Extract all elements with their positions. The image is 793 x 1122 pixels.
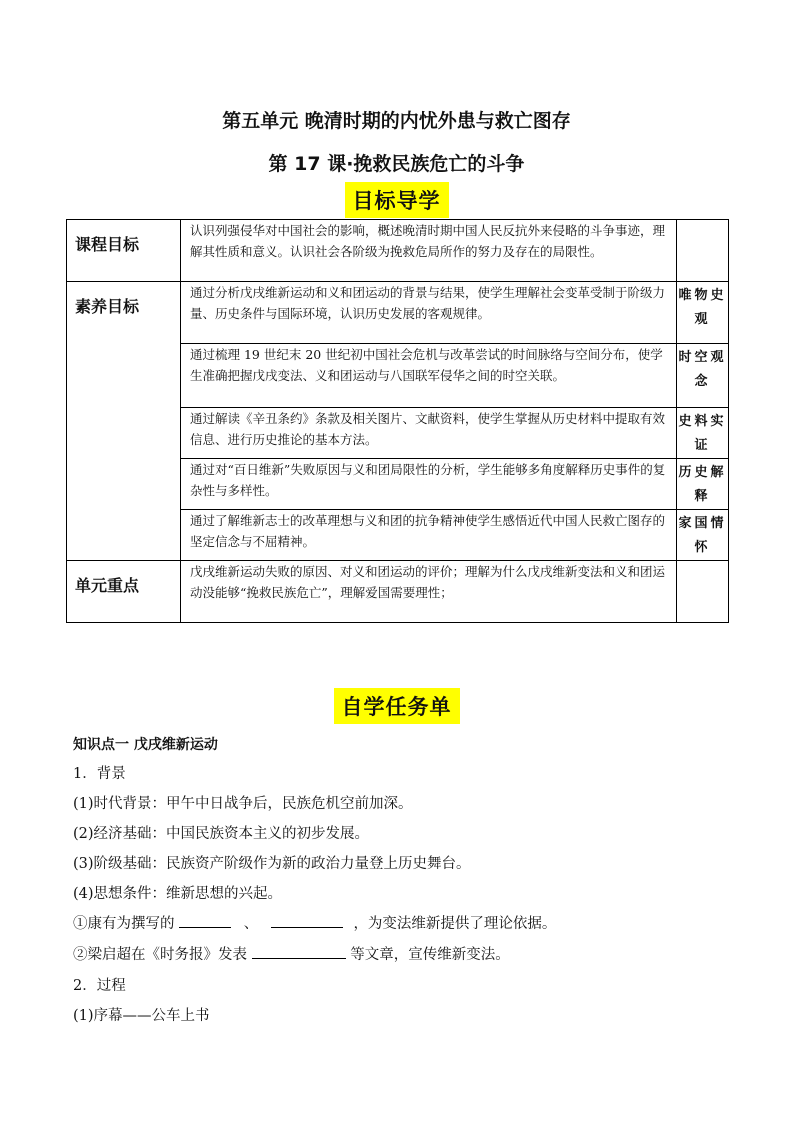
kang-suffix: ，为变法维新提供了理论依据。 (353, 916, 557, 932)
unit-focus-label: 单元重点 (67, 561, 181, 623)
literacy-goal-desc: 通过了解维新志士的改革理想与义和团的抗争精神使学生感悟近代中国人民救亡图存的坚定信念与不屈精神。 (181, 510, 677, 561)
literacy-goal-tag: 家国情怀 (677, 510, 729, 561)
fill-blank[interactable] (252, 944, 346, 959)
background-item: (4)思想条件：维新思想的兴起。 (73, 886, 283, 902)
knowledge-point-heading: 知识点一 戊戌维新运动 (73, 737, 218, 753)
course-goal-label: 课程目标 (67, 220, 181, 282)
liang-prefix: ②梁启超在《时务报》发表 (73, 947, 247, 963)
literacy-goal-desc: 通过对“百日维新”失败原因与义和团局限性的分析，学生能够多角度解释历史事件的复杂性与多样性。 (181, 459, 677, 510)
kang-line (73, 912, 556, 933)
literacy-goal-tag: 史料实证 (677, 408, 729, 459)
goals-badge: 目标导学 (345, 182, 449, 218)
background-item: (2)经济基础：中国民族资本主义的初步发展。 (73, 826, 370, 842)
literacy-goal-tag: 唯物史观 (677, 282, 729, 344)
kang-separator: 、 (243, 916, 259, 932)
background-heading: 1．背景 (73, 766, 126, 782)
process-heading: 2．过程 (73, 978, 126, 994)
table-row (67, 282, 729, 344)
course-goal-tag (677, 220, 729, 282)
lesson-title: 第 17 课·挽救民族危亡的斗争 (268, 153, 525, 175)
course-goal-desc: 认识列强侵华对中国社会的影响，概述晚清时期中国人民反抗外来侵略的斗争事迹，理解其性质和意义。认识社会各阶级为挽救危局所作的努力及存在的局限性。 (181, 220, 677, 282)
literacy-goal-label: 素养目标 (67, 282, 181, 561)
literacy-goal-desc: 通过梳理 19 世纪末 20 世纪初中国社会危机与改革尝试的时间脉络与空间分布，使学生准确把握戊戌变法、义和团运动与八国联军侵华之间的时空关联。 (181, 344, 677, 408)
liang-suffix: 等文章，宣传维新变法。 (350, 947, 510, 963)
table-row (67, 561, 729, 623)
unit-title: 第五单元 晚清时期的内忧外患与救亡图存 (222, 110, 571, 132)
process-item: (1)序幕——公车上书 (73, 1008, 210, 1024)
unit-focus-tag (677, 561, 729, 623)
kang-prefix: ①康有为撰写的 (73, 916, 175, 932)
study-badge: 自学任务单 (334, 688, 460, 724)
literacy-goal-desc: 通过分析戊戌维新运动和义和团运动的背景与结果，使学生理解社会变革受制于阶级力量、历史条件与国际环境，认识历史发展的客观规律。 (181, 282, 677, 344)
fill-blank[interactable] (179, 913, 231, 928)
goals-table (66, 219, 729, 623)
fill-blank[interactable] (271, 913, 343, 928)
literacy-goal-desc: 通过解读《辛丑条约》条款及相关图片、文献资料，使学生掌握从历史材料中提取有效信息、进行历史推论的基本方法。 (181, 408, 677, 459)
unit-focus-desc: 戊戌维新运动失败的原因、对义和团运动的评价；理解为什么戊戌维新变法和义和团运动没能够“挽救民族危亡”，理解爱国需要理性； (181, 561, 677, 623)
table-row (67, 220, 729, 282)
liang-line (73, 943, 510, 964)
literacy-goal-tag: 历史解释 (677, 459, 729, 510)
literacy-goal-tag: 时空观念 (677, 344, 729, 408)
background-item: (1)时代背景：甲午中日战争后，民族危机空前加深。 (73, 796, 413, 812)
background-item: (3)阶级基础：民族资产阶级作为新的政治力量登上历史舞台。 (73, 856, 471, 872)
